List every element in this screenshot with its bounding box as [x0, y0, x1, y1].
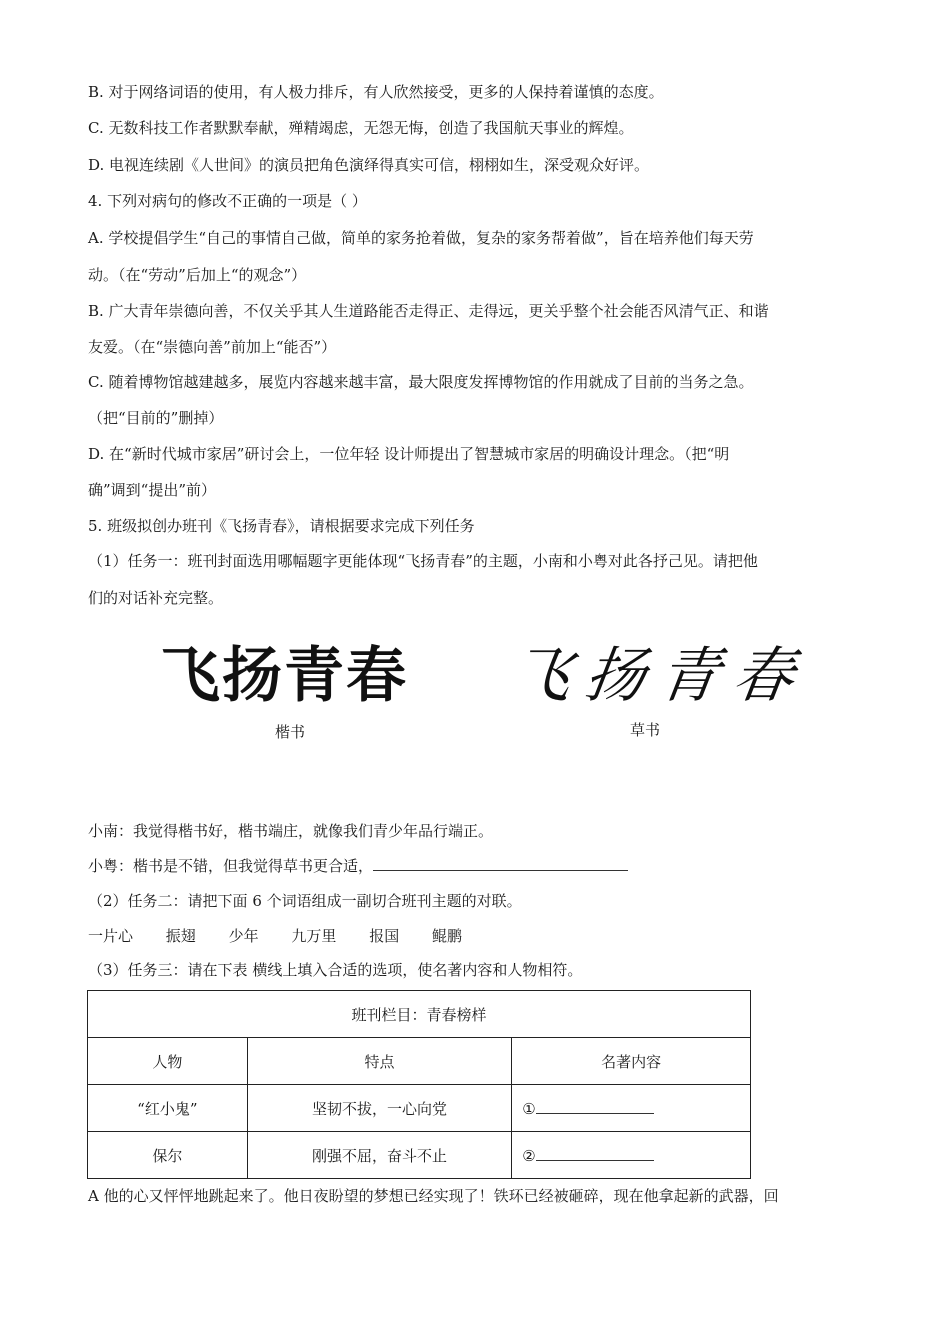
word-item: 一片心	[88, 927, 134, 945]
couplet-word-list	[88, 926, 490, 946]
table-header: 人物	[88, 1038, 248, 1085]
word-item: 鲲鹏	[431, 927, 462, 945]
dialogue-xiaoyue-text: 小粤：楷书是不错，但我觉得草书更合适，	[88, 857, 374, 875]
answer-blank-2[interactable]	[536, 1146, 654, 1161]
q4-option-d-line1: D. 在“新时代城市家居”研讨会上，一位年轻 设计师提出了智慧城市家居的明确设计理念。（把“明	[88, 445, 730, 463]
dialogue-xiaonan: 小南：我觉得楷书好，楷书端庄，就像我们青少年品行端正。	[88, 822, 494, 840]
q3-option-d: D. 电视连续剧《人世间》的演员把角色演绎得真实可信，栩栩如生，深受观众好评。	[88, 156, 650, 174]
word-item: 少年	[228, 927, 259, 945]
q4-option-b-line2: 友爱。（在“崇德向善”前加上“能否”）	[88, 338, 337, 356]
q4-stem: 4. 下列对病句的修改不正确的一项是（ ）	[88, 192, 367, 210]
calligraphy-caoshu: 飞扬青春	[506, 641, 813, 711]
caption-kaishu: 楷书	[275, 723, 306, 741]
table-cell-person: “红小鬼”	[88, 1085, 248, 1132]
table-cell-trait: 坚韧不拔，一心向党	[247, 1085, 512, 1132]
word-item: 报国	[369, 927, 400, 945]
q4-option-a-line2: 动。（在“劳动”后加上“的观念”）	[88, 266, 307, 284]
table-row	[88, 1085, 751, 1132]
role-model-table	[87, 990, 751, 1179]
answer-blank-xiaoyue[interactable]	[373, 856, 628, 871]
q4-option-c-line1: C. 随着博物馆越建越多，展览内容越来越丰富，最大限度发挥博物馆的作用就成了目前的当务之急。	[88, 373, 754, 391]
q4-option-d-line2: 确”调到“提出”前）	[88, 481, 217, 499]
table-cell-content	[512, 1085, 751, 1132]
q5-task2: （2）任务二：请把下面 6 个词语组成一副切合班刊主题的对联。	[88, 892, 522, 910]
table-title: 班刊栏目：青春榜样	[88, 991, 751, 1038]
table-row	[88, 1132, 751, 1179]
q4-option-a-line1: A. 学校提倡学生“自己的事情自己做，简单的家务抢着做，复杂的家务帮着做”，旨在培养他们每天劳	[88, 229, 754, 247]
table-header: 名著内容	[512, 1038, 751, 1085]
q5-task1-line2: 们的对话补充完整。	[88, 589, 224, 607]
passage-a: A 他的心又怦怦地跳起来了。他日夜盼望的梦想已经实现了！铁环已经被砸碎，现在他拿起新的武器，回	[88, 1187, 779, 1205]
q3-option-b: B. 对于网络词语的使用，有人极力排斥，有人欣然接受，更多的人保持着谨慎的态度。	[88, 83, 664, 101]
answer-marker: ①	[522, 1099, 536, 1118]
q5-task3: （3）任务三：请在下表 横线上填入合适的选项，使名著内容和人物相符。	[88, 961, 583, 979]
q4-option-c-line2: （把“目前的”删掉）	[88, 409, 224, 427]
table-cell-trait: 刚强不屈，奋斗不止	[247, 1132, 512, 1179]
q3-option-c: C. 无数科技工作者默默奉献，殚精竭虑，无怨无悔，创造了我国航天事业的辉煌。	[88, 119, 634, 137]
table-cell-person: 保尔	[88, 1132, 248, 1179]
word-item: 振翅	[165, 927, 196, 945]
q5-stem: 5. 班级拟创办班刊《飞扬青春》，请根据要求完成下列任务	[88, 517, 475, 535]
table-header: 特点	[247, 1038, 512, 1085]
q5-task1-line1: （1）任务一：班刊封面选用哪幅题字更能体现“飞扬青春”的主题，小南和小粤对此各抒己见。请把他	[88, 552, 758, 570]
caption-caoshu: 草书	[630, 721, 661, 739]
dialogue-xiaoyue	[88, 856, 628, 876]
calligraphy-kaishu: 飞扬青春	[160, 641, 408, 711]
word-item: 九万里	[291, 927, 337, 945]
answer-marker: ②	[522, 1146, 536, 1165]
q4-option-b-line1: B. 广大青年崇德向善，不仅关乎其人生道路能否走得正、走得远，更关乎整个社会能否风清气正、和谐	[88, 302, 769, 320]
table-cell-content	[512, 1132, 751, 1179]
answer-blank-1[interactable]	[536, 1099, 654, 1114]
